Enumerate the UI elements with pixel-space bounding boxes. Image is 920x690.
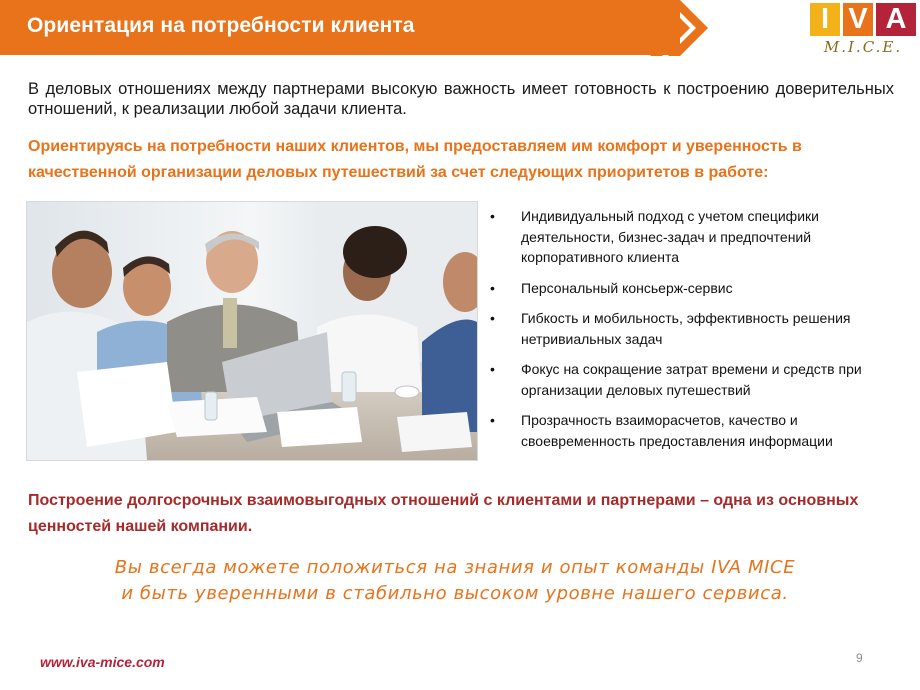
logo-letter-a: A [876,3,916,36]
bullet-icon: • [490,412,495,428]
list-item-text: Прозрачность взаиморасчетов, качество и своевременность предоставления информации [521,412,833,449]
list-item [490,359,910,400]
slogan-line-1: Вы всегда можете положиться на знания и опыт команды IVA MICE [114,557,796,578]
bullet-icon: • [490,310,495,326]
slide-title: Ориентация на потребности клиента [27,14,415,37]
logo-letter-i: I [810,3,840,36]
chevron-arrows-icon [650,0,710,56]
slogan-line-2: и быть уверенными в стабильно высоком уровне нашего сервиса. [121,583,789,604]
list-item [490,308,910,349]
list-item-text: Персональный консьерж-сервис [521,279,733,296]
title-bar [0,0,680,55]
list-item-text: Гибкость и мобильность, эффективность решения нетривиальных задач [521,310,851,347]
bullet-icon: • [490,208,495,224]
business-meeting-photo [26,201,478,461]
logo-subtitle: M.I.C.E. [823,38,903,56]
website-link[interactable]: www.iva-mice.com [40,654,165,670]
logo-letter-v: V [843,3,873,36]
bullet-icon: • [490,361,495,377]
list-item [490,206,910,268]
priorities-list [490,206,910,461]
company-values-statement: Построение долгосрочных взаимовыгодных отношений с клиентами и партнерами – одна из основных ценностей нашей компании. [28,492,859,535]
bullet-icon: • [490,279,495,296]
page-number: 9 [856,651,863,665]
lead-paragraph: Ориентируясь на потребности наших клиентов, мы предоставляем им комфорт и уверенность в качественной организации деловых путешествий за счет следующих приоритетов в работе: [28,138,802,181]
meeting-illustration [27,202,477,460]
list-item-text: Индивидуальный подход с учетом специфики деятельности, бизнес-задач и предпочтений корпоративного клиента [521,208,819,265]
intro-paragraph: В деловых отношениях между партнерами высокую важность имеет готовность к построению доверительных отношений, к реализации любой задачи клиента. [28,80,894,118]
closing-slogan [0,555,910,607]
list-item [490,278,910,299]
company-logo [806,0,920,56]
list-item-text: Фокус на сокращение затрат времени и средств при организации деловых путешествий [521,361,862,398]
list-item [490,410,910,451]
